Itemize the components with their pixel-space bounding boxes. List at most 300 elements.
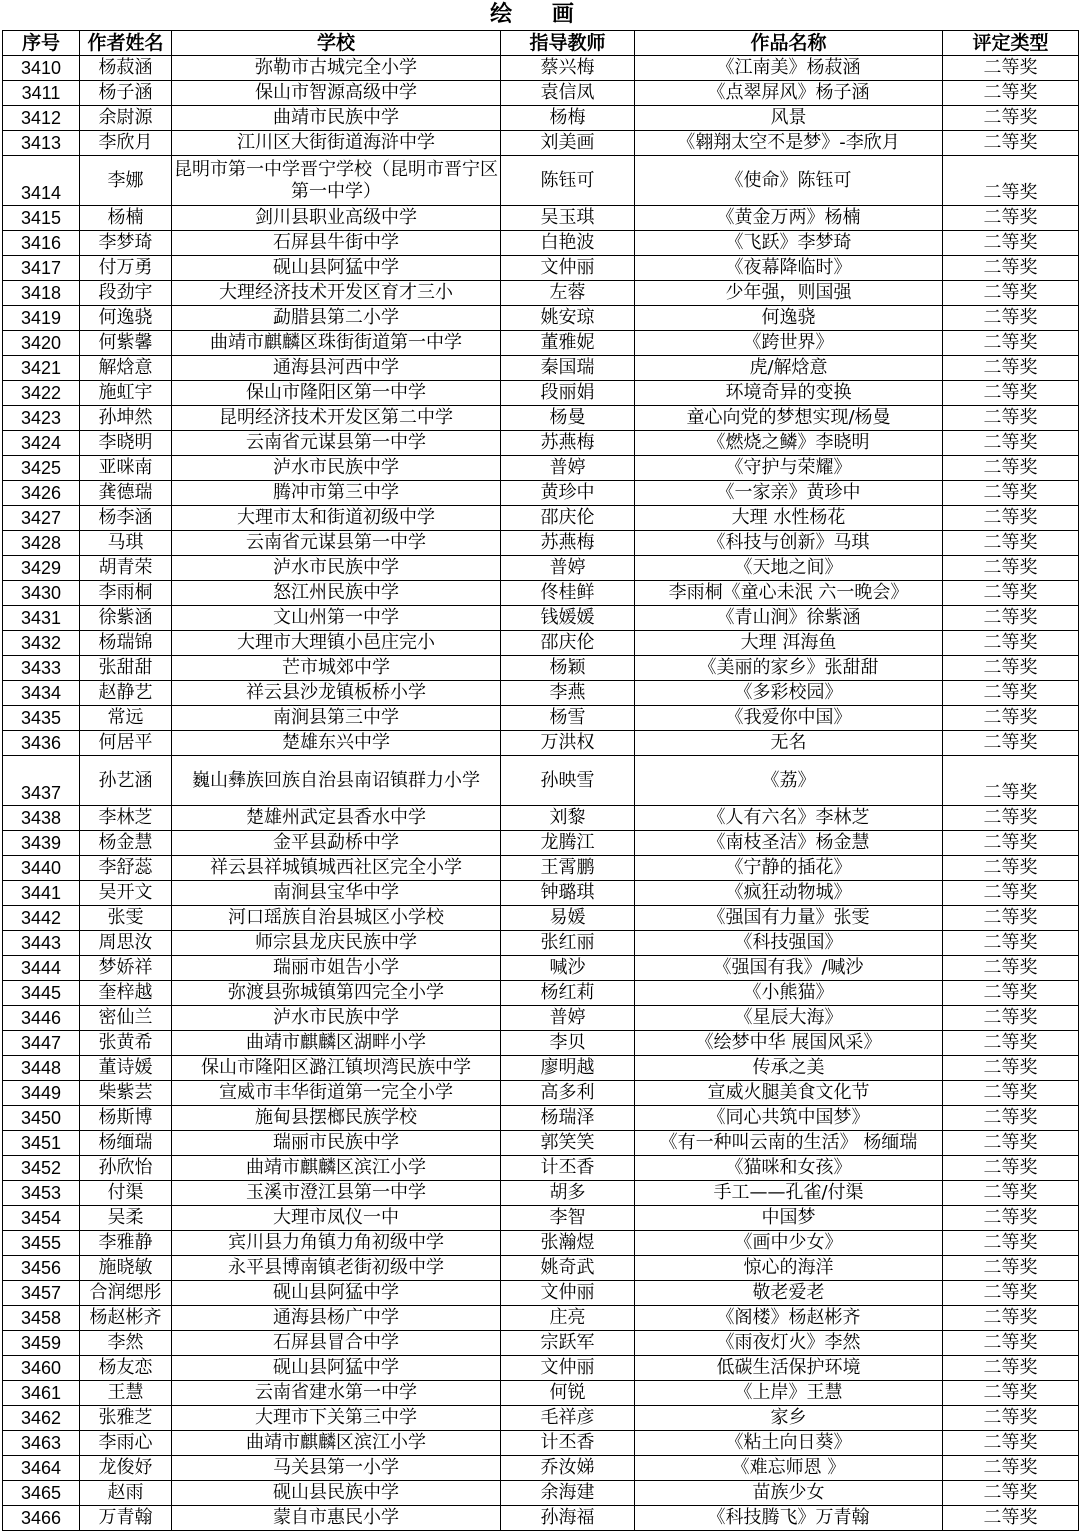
cell-seq: 3430 <box>3 581 80 606</box>
cell-seq: 3454 <box>3 1206 80 1231</box>
cell-work: 《有一种叫云南的生活》 杨缅瑞 <box>635 1131 943 1156</box>
cell-award: 二等奖 <box>943 1431 1079 1456</box>
table-row <box>3 381 1079 406</box>
cell-award: 二等奖 <box>943 806 1079 831</box>
cell-work: 《使命》陈钰可 <box>635 156 943 206</box>
cell-award: 二等奖 <box>943 931 1079 956</box>
cell-school: 昆明市第一中学晋宁学校（昆明市晋宁区第一中学） <box>172 156 501 206</box>
cell-author: 李梦琦 <box>80 231 172 256</box>
cell-teacher: 文仲丽 <box>501 1281 635 1306</box>
cell-award: 二等奖 <box>943 406 1079 431</box>
cell-award: 二等奖 <box>943 231 1079 256</box>
cell-author: 吴开文 <box>80 881 172 906</box>
cell-school: 施甸县摆榔民族学校 <box>172 1106 501 1131</box>
cell-work: 《同心共筑中国梦》 <box>635 1106 943 1131</box>
cell-award: 二等奖 <box>943 206 1079 231</box>
table-row <box>3 306 1079 331</box>
table-row <box>3 331 1079 356</box>
cell-seq: 3446 <box>3 1006 80 1031</box>
table-row <box>3 356 1079 381</box>
cell-seq: 3441 <box>3 881 80 906</box>
cell-award: 二等奖 <box>943 281 1079 306</box>
cell-school: 巍山彝族回族自治县南诏镇群力小学 <box>172 756 501 806</box>
cell-seq: 3412 <box>3 106 80 131</box>
cell-seq: 3410 <box>3 56 80 81</box>
cell-school: 砚山县阿猛中学 <box>172 1281 501 1306</box>
award-table <box>2 30 1079 1531</box>
table-header-row <box>3 31 1079 56</box>
cell-author: 赵静艺 <box>80 681 172 706</box>
cell-teacher: 吴玉琪 <box>501 206 635 231</box>
header-seq: 序号 <box>3 31 80 56</box>
cell-work: 《宁静的插花》 <box>635 856 943 881</box>
cell-work: 敬老爱老 <box>635 1281 943 1306</box>
cell-school: 大理市凤仪一中 <box>172 1206 501 1231</box>
table-row <box>3 531 1079 556</box>
cell-award: 二等奖 <box>943 381 1079 406</box>
cell-award: 二等奖 <box>943 681 1079 706</box>
cell-teacher: 李燕 <box>501 681 635 706</box>
cell-school: 剑川县职业高级中学 <box>172 206 501 231</box>
table-row <box>3 206 1079 231</box>
header-award: 评定类型 <box>943 31 1079 56</box>
cell-teacher: 杨梅 <box>501 106 635 131</box>
cell-school: 河口瑶族自治县城区小学校 <box>172 906 501 931</box>
cell-school: 弥渡县弥城镇第四完全小学 <box>172 981 501 1006</box>
cell-teacher: 高多利 <box>501 1081 635 1106</box>
cell-author: 施虹宇 <box>80 381 172 406</box>
cell-author: 李晓明 <box>80 431 172 456</box>
cell-teacher: 张红丽 <box>501 931 635 956</box>
cell-author: 李林芝 <box>80 806 172 831</box>
cell-author: 张雅芝 <box>80 1406 172 1431</box>
cell-work: 《科技腾飞》万青翰 <box>635 1506 943 1531</box>
cell-work: 宣威火腿美食文化节 <box>635 1081 943 1106</box>
cell-author: 李雨心 <box>80 1431 172 1456</box>
table-row <box>3 831 1079 856</box>
cell-seq: 3460 <box>3 1356 80 1381</box>
cell-author: 亚咪南 <box>80 456 172 481</box>
cell-award: 二等奖 <box>943 1281 1079 1306</box>
cell-award: 二等奖 <box>943 1406 1079 1431</box>
cell-seq: 3432 <box>3 631 80 656</box>
cell-school: 腾冲市第三中学 <box>172 481 501 506</box>
table-row <box>3 1206 1079 1231</box>
cell-seq: 3457 <box>3 1281 80 1306</box>
cell-school: 砚山县阿猛中学 <box>172 1356 501 1381</box>
cell-work: 《画中少女》 <box>635 1231 943 1256</box>
cell-school: 玉溪市澄江县第一中学 <box>172 1181 501 1206</box>
cell-award: 二等奖 <box>943 1106 1079 1131</box>
table-row <box>3 1231 1079 1256</box>
cell-award: 二等奖 <box>943 156 1079 206</box>
cell-teacher: 何锐 <box>501 1381 635 1406</box>
cell-seq: 3428 <box>3 531 80 556</box>
cell-seq: 3434 <box>3 681 80 706</box>
cell-work: 《夜幕降临时》 <box>635 256 943 281</box>
cell-work: 《飞跃》李梦琦 <box>635 231 943 256</box>
cell-teacher: 董雅妮 <box>501 331 635 356</box>
cell-school: 宾川县力角镇力角初级中学 <box>172 1231 501 1256</box>
cell-award: 二等奖 <box>943 631 1079 656</box>
cell-work: 《星辰大海》 <box>635 1006 943 1031</box>
cell-teacher: 乔汝娣 <box>501 1456 635 1481</box>
cell-school: 师宗县龙庆民族中学 <box>172 931 501 956</box>
cell-author: 梦娇祥 <box>80 956 172 981</box>
cell-seq: 3440 <box>3 856 80 881</box>
table-row <box>3 681 1079 706</box>
table-row <box>3 56 1079 81</box>
cell-author: 李然 <box>80 1331 172 1356</box>
cell-teacher: 计丕香 <box>501 1156 635 1181</box>
table-row <box>3 581 1079 606</box>
cell-teacher: 王霄鹏 <box>501 856 635 881</box>
cell-seq: 3445 <box>3 981 80 1006</box>
cell-seq: 3416 <box>3 231 80 256</box>
cell-author: 徐紫涵 <box>80 606 172 631</box>
cell-teacher: 余海建 <box>501 1481 635 1506</box>
cell-school: 大理市太和街道初级中学 <box>172 506 501 531</box>
cell-teacher: 邵庆伦 <box>501 631 635 656</box>
cell-school: 泸水市民族中学 <box>172 456 501 481</box>
cell-seq: 3429 <box>3 556 80 581</box>
cell-author: 常远 <box>80 706 172 731</box>
cell-author: 密仙兰 <box>80 1006 172 1031</box>
cell-author: 吴柔 <box>80 1206 172 1231</box>
cell-award: 二等奖 <box>943 856 1079 881</box>
cell-award: 二等奖 <box>943 1181 1079 1206</box>
cell-work: 中国梦 <box>635 1206 943 1231</box>
cell-seq: 3461 <box>3 1381 80 1406</box>
cell-teacher: 段丽娟 <box>501 381 635 406</box>
cell-school: 楚雄州武定县香水中学 <box>172 806 501 831</box>
cell-work: 虎/解焓意 <box>635 356 943 381</box>
table-row <box>3 1106 1079 1131</box>
cell-school: 大理市下关第三中学 <box>172 1406 501 1431</box>
table-row <box>3 131 1079 156</box>
page-title: 绘 画 <box>490 2 590 27</box>
cell-author: 孙艺涵 <box>80 756 172 806</box>
cell-school: 江川区大街街道海浒中学 <box>172 131 501 156</box>
cell-teacher: 钱媛媛 <box>501 606 635 631</box>
cell-work: 《强国有我》/喊沙 <box>635 956 943 981</box>
cell-award: 二等奖 <box>943 556 1079 581</box>
table-row <box>3 881 1079 906</box>
cell-author: 杨斯博 <box>80 1106 172 1131</box>
table-row <box>3 156 1079 206</box>
cell-work: 少年强，则国强 <box>635 281 943 306</box>
cell-school: 怒江州民族中学 <box>172 581 501 606</box>
table-row <box>3 281 1079 306</box>
table-row <box>3 956 1079 981</box>
cell-author: 李舒蕊 <box>80 856 172 881</box>
cell-award: 二等奖 <box>943 1306 1079 1331</box>
cell-seq: 3448 <box>3 1056 80 1081</box>
cell-award: 二等奖 <box>943 506 1079 531</box>
cell-author: 杨李涵 <box>80 506 172 531</box>
cell-teacher: 刘黎 <box>501 806 635 831</box>
cell-award: 二等奖 <box>943 306 1079 331</box>
cell-work: 手工——孔雀/付渠 <box>635 1181 943 1206</box>
cell-seq: 3438 <box>3 806 80 831</box>
cell-school: 芒市城郊中学 <box>172 656 501 681</box>
cell-award: 二等奖 <box>943 756 1079 806</box>
cell-work: 《科技强国》 <box>635 931 943 956</box>
cell-teacher: 龙腾江 <box>501 831 635 856</box>
cell-seq: 3427 <box>3 506 80 531</box>
cell-school: 昆明经济技术开发区第二中学 <box>172 406 501 431</box>
cell-award: 二等奖 <box>943 531 1079 556</box>
cell-school: 砚山县民族中学 <box>172 1481 501 1506</box>
cell-author: 解焓意 <box>80 356 172 381</box>
table-row <box>3 1156 1079 1181</box>
cell-work: 《点翠屏风》杨子涵 <box>635 81 943 106</box>
cell-school: 保山市智源高级中学 <box>172 81 501 106</box>
cell-work: 无名 <box>635 731 943 756</box>
cell-author: 何紫馨 <box>80 331 172 356</box>
cell-work: 《绘梦中华 展国风采》 <box>635 1031 943 1056</box>
cell-author: 张雯 <box>80 906 172 931</box>
table-row <box>3 1381 1079 1406</box>
cell-seq: 3459 <box>3 1331 80 1356</box>
cell-work: 《阁楼》杨赵彬齐 <box>635 1306 943 1331</box>
cell-school: 祥云县沙龙镇板桥小学 <box>172 681 501 706</box>
cell-work: 大理 洱海鱼 <box>635 631 943 656</box>
cell-award: 二等奖 <box>943 1456 1079 1481</box>
cell-work: 《人有六名》李林芝 <box>635 806 943 831</box>
cell-work: 《疯狂动物城》 <box>635 881 943 906</box>
cell-seq: 3451 <box>3 1131 80 1156</box>
cell-work: 何逸骁 <box>635 306 943 331</box>
table-row <box>3 1081 1079 1106</box>
cell-author: 李雨桐 <box>80 581 172 606</box>
cell-school: 泸水市民族中学 <box>172 556 501 581</box>
table-row <box>3 1306 1079 1331</box>
cell-teacher: 佟桂鲜 <box>501 581 635 606</box>
cell-work: 《上岸》王慧 <box>635 1381 943 1406</box>
table-row <box>3 556 1079 581</box>
cell-work: 《多彩校园》 <box>635 681 943 706</box>
table-row <box>3 981 1079 1006</box>
cell-author: 胡青荣 <box>80 556 172 581</box>
cell-work: 《守护与荣耀》 <box>635 456 943 481</box>
cell-author: 万青翰 <box>80 1506 172 1531</box>
cell-work: 《燃烧之鳞》李晓明 <box>635 431 943 456</box>
cell-award: 二等奖 <box>943 956 1079 981</box>
table-row <box>3 1431 1079 1456</box>
cell-author: 余尉源 <box>80 106 172 131</box>
cell-author: 杨友恋 <box>80 1356 172 1381</box>
cell-teacher: 廖明越 <box>501 1056 635 1081</box>
cell-author: 李娜 <box>80 156 172 206</box>
cell-school: 大理市大理镇小邑庄完小 <box>172 631 501 656</box>
cell-award: 二等奖 <box>943 1356 1079 1381</box>
cell-seq: 3436 <box>3 731 80 756</box>
cell-award: 二等奖 <box>943 656 1079 681</box>
cell-work: 童心向党的梦想实现/杨曼 <box>635 406 943 431</box>
cell-seq: 3423 <box>3 406 80 431</box>
cell-work: 《美丽的家乡》张甜甜 <box>635 656 943 681</box>
cell-award: 二等奖 <box>943 581 1079 606</box>
cell-award: 二等奖 <box>943 81 1079 106</box>
cell-school: 瑞丽市民族中学 <box>172 1131 501 1156</box>
cell-author: 董诗媛 <box>80 1056 172 1081</box>
cell-school: 南涧县第三中学 <box>172 706 501 731</box>
header-school: 学校 <box>172 31 501 56</box>
cell-award: 二等奖 <box>943 1006 1079 1031</box>
cell-teacher: 万洪权 <box>501 731 635 756</box>
cell-seq: 3422 <box>3 381 80 406</box>
cell-teacher: 姚安琼 <box>501 306 635 331</box>
cell-work: 《科技与创新》马琪 <box>635 531 943 556</box>
cell-teacher: 文仲丽 <box>501 1356 635 1381</box>
cell-school: 曲靖市麒麟区滨江小学 <box>172 1156 501 1181</box>
cell-teacher: 杨雪 <box>501 706 635 731</box>
cell-award: 二等奖 <box>943 1331 1079 1356</box>
cell-school: 云南省元谋县第一中学 <box>172 531 501 556</box>
cell-seq: 3431 <box>3 606 80 631</box>
table-row <box>3 1031 1079 1056</box>
table-row <box>3 1356 1079 1381</box>
cell-work: 惊心的海洋 <box>635 1256 943 1281</box>
cell-award: 二等奖 <box>943 1081 1079 1106</box>
cell-seq: 3465 <box>3 1481 80 1506</box>
cell-work: 《强国有力量》张雯 <box>635 906 943 931</box>
cell-teacher: 普婷 <box>501 1006 635 1031</box>
cell-teacher: 杨红莉 <box>501 981 635 1006</box>
cell-seq: 3418 <box>3 281 80 306</box>
cell-seq: 3433 <box>3 656 80 681</box>
table-row <box>3 631 1079 656</box>
cell-seq: 3425 <box>3 456 80 481</box>
cell-teacher: 张瀚煜 <box>501 1231 635 1256</box>
cell-author: 杨楠 <box>80 206 172 231</box>
cell-seq: 3463 <box>3 1431 80 1456</box>
table-row <box>3 856 1079 881</box>
cell-award: 二等奖 <box>943 1256 1079 1281</box>
cell-author: 马琪 <box>80 531 172 556</box>
table-row <box>3 656 1079 681</box>
cell-teacher: 庄亮 <box>501 1306 635 1331</box>
cell-seq: 3415 <box>3 206 80 231</box>
cell-author: 何居平 <box>80 731 172 756</box>
cell-school: 弥勒市古城完全小学 <box>172 56 501 81</box>
cell-teacher: 普婷 <box>501 556 635 581</box>
cell-author: 段劲宇 <box>80 281 172 306</box>
cell-teacher: 李贝 <box>501 1031 635 1056</box>
cell-award: 二等奖 <box>943 981 1079 1006</box>
cell-teacher: 左蓉 <box>501 281 635 306</box>
cell-school: 宣威市丰华街道第一完全小学 <box>172 1081 501 1106</box>
cell-school: 云南省元谋县第一中学 <box>172 431 501 456</box>
cell-seq: 3419 <box>3 306 80 331</box>
table-row <box>3 606 1079 631</box>
cell-work: 《一家亲》黄珍中 <box>635 481 943 506</box>
cell-seq: 3450 <box>3 1106 80 1131</box>
cell-school: 泸水市民族中学 <box>172 1006 501 1031</box>
table-row <box>3 731 1079 756</box>
cell-author: 合润缌彤 <box>80 1281 172 1306</box>
cell-award: 二等奖 <box>943 481 1079 506</box>
cell-teacher: 李智 <box>501 1206 635 1231</box>
cell-seq: 3453 <box>3 1181 80 1206</box>
cell-teacher: 邵庆伦 <box>501 506 635 531</box>
table-row <box>3 931 1079 956</box>
cell-work: 《黄金万两》杨楠 <box>635 206 943 231</box>
cell-award: 二等奖 <box>943 881 1079 906</box>
table-row <box>3 1256 1079 1281</box>
cell-work: 《猫咪和女孩》 <box>635 1156 943 1181</box>
cell-author: 施晓敏 <box>80 1256 172 1281</box>
cell-work: 传承之美 <box>635 1056 943 1081</box>
cell-seq: 3452 <box>3 1156 80 1181</box>
cell-seq: 3421 <box>3 356 80 381</box>
cell-author: 杨子涵 <box>80 81 172 106</box>
cell-work: 《江南美》杨菽涵 <box>635 56 943 81</box>
cell-award: 二等奖 <box>943 1206 1079 1231</box>
cell-award: 二等奖 <box>943 431 1079 456</box>
cell-award: 二等奖 <box>943 1481 1079 1506</box>
cell-award: 二等奖 <box>943 356 1079 381</box>
cell-teacher: 钟璐琪 <box>501 881 635 906</box>
cell-school: 曲靖市麒麟区滨江小学 <box>172 1431 501 1456</box>
cell-seq: 3455 <box>3 1231 80 1256</box>
cell-teacher: 喊沙 <box>501 956 635 981</box>
cell-school: 石屏县冒合中学 <box>172 1331 501 1356</box>
cell-award: 二等奖 <box>943 606 1079 631</box>
cell-award: 二等奖 <box>943 1506 1079 1531</box>
cell-seq: 3439 <box>3 831 80 856</box>
cell-seq: 3464 <box>3 1456 80 1481</box>
cell-award: 二等奖 <box>943 1231 1079 1256</box>
cell-teacher: 毛祥彦 <box>501 1406 635 1431</box>
table-row <box>3 1456 1079 1481</box>
cell-award: 二等奖 <box>943 906 1079 931</box>
cell-school: 保山市隆阳区第一中学 <box>172 381 501 406</box>
cell-work: 《难忘师恩 》 <box>635 1456 943 1481</box>
cell-seq: 3449 <box>3 1081 80 1106</box>
cell-work: 《南枝圣洁》杨金慧 <box>635 831 943 856</box>
cell-school: 石屏县牛街中学 <box>172 231 501 256</box>
cell-teacher: 普婷 <box>501 456 635 481</box>
cell-seq: 3462 <box>3 1406 80 1431</box>
cell-teacher: 黄珍中 <box>501 481 635 506</box>
cell-school: 勐腊县第二小学 <box>172 306 501 331</box>
cell-teacher: 杨曼 <box>501 406 635 431</box>
cell-award: 二等奖 <box>943 1031 1079 1056</box>
table-row <box>3 456 1079 481</box>
cell-author: 李雅静 <box>80 1231 172 1256</box>
cell-author: 孙坤然 <box>80 406 172 431</box>
cell-school: 文山州第一中学 <box>172 606 501 631</box>
table-row <box>3 481 1079 506</box>
cell-author: 周思汝 <box>80 931 172 956</box>
cell-school: 曲靖市麒麟区湖畔小学 <box>172 1031 501 1056</box>
cell-author: 王慧 <box>80 1381 172 1406</box>
cell-school: 金平县勐桥中学 <box>172 831 501 856</box>
table-row <box>3 406 1079 431</box>
cell-school: 蒙自市惠民小学 <box>172 1506 501 1531</box>
cell-seq: 3458 <box>3 1306 80 1331</box>
table-body <box>3 56 1079 1531</box>
cell-author: 赵雨 <box>80 1481 172 1506</box>
cell-award: 二等奖 <box>943 131 1079 156</box>
table-row <box>3 1131 1079 1156</box>
cell-author: 龙俊妤 <box>80 1456 172 1481</box>
cell-work: 《翱翔太空不是梦》-李欣月 <box>635 131 943 156</box>
cell-seq: 3442 <box>3 906 80 931</box>
cell-teacher: 易媛 <box>501 906 635 931</box>
